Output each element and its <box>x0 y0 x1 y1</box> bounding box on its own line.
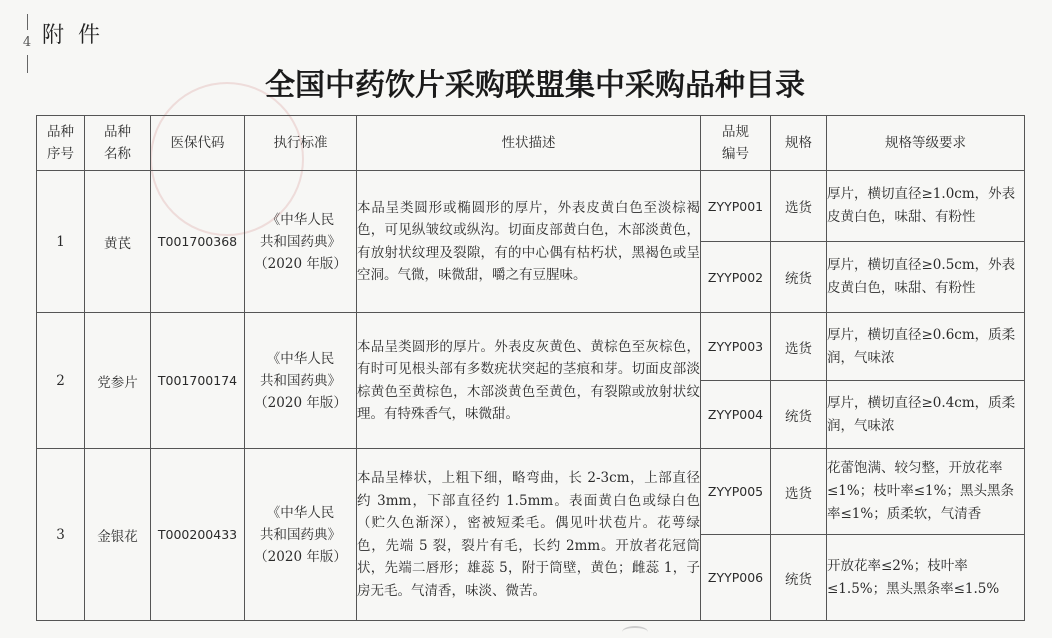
cell-spec: 统货 <box>771 381 827 449</box>
header-spec-code: 品规 编号 <box>701 116 771 171</box>
cell-spec-code: ZYYP005 <box>701 449 771 535</box>
header-seq: 品种 序号 <box>37 116 85 171</box>
cell-name: 金银花 <box>85 449 151 621</box>
cell-spec: 选货 <box>771 313 827 381</box>
cell-spec: 选货 <box>771 449 827 535</box>
cell-requirement: 厚片，横切直径≥0.4cm，质柔润，气味浓 <box>827 381 1025 449</box>
cell-code: T001700368 <box>151 171 245 313</box>
attachment-label: 附件 <box>42 23 115 48</box>
cell-seq: 1 <box>37 171 85 313</box>
cell-spec-code: ZYYP001 <box>701 171 771 242</box>
cell-spec-code: ZYYP002 <box>701 242 771 313</box>
cell-standard: 《中华人民 共和国药典》 （2020 年版） <box>245 449 357 621</box>
cell-seq: 2 <box>37 313 85 449</box>
cell-requirement: 厚片，横切直径≥0.5cm，外表皮黄白色，味甜、有粉性 <box>827 242 1025 313</box>
cell-spec-code: ZYYP004 <box>701 381 771 449</box>
cell-spec: 统货 <box>771 535 827 621</box>
table-header-row <box>37 116 1025 171</box>
cell-standard: 《中华人民 共和国药典》 （2020 年版） <box>245 313 357 449</box>
cell-requirement: 花蕾饱满、较匀整，开放花率≤1%；枝叶率≤1%；黑头黑条率≤1%；质柔软，气清香 <box>827 449 1025 535</box>
cell-spec: 统货 <box>771 242 827 313</box>
table-row <box>37 171 1025 242</box>
cell-requirement: 厚片，横切直径≥0.6cm，质柔润，气味浓 <box>827 313 1025 381</box>
table-row <box>37 313 1025 381</box>
page-number: 4 <box>22 35 32 50</box>
cell-spec: 选货 <box>771 171 827 242</box>
cell-standard: 《中华人民 共和国药典》 （2020 年版） <box>245 171 357 313</box>
header-spec: 规格 <box>771 116 827 171</box>
cell-requirement: 厚片，横切直径≥1.0cm，外表皮黄白色，味甜、有粉性 <box>827 171 1025 242</box>
header-name: 品种 名称 <box>85 116 151 171</box>
header-standard: 执行标准 <box>245 116 357 171</box>
header-description: 性状描述 <box>357 116 701 171</box>
cell-spec-code: ZYYP003 <box>701 313 771 381</box>
cell-name: 党参片 <box>85 313 151 449</box>
cell-code: T000200433 <box>151 449 245 621</box>
cell-description: 本品呈类圆形的厚片。外表皮灰黄色、黄棕色至灰棕色，有时可见根头部有多数疣状突起的茎痕和芽。切面皮部淡棕黄色至黄棕色，木部淡黄色至黄色，有裂隙或放射状纹理。有特殊香气，味微甜。 <box>357 313 701 449</box>
registration-mark <box>622 626 648 638</box>
cell-name: 黄芪 <box>85 171 151 313</box>
page-title: 全国中药饮片采购联盟集中采购品种目录 <box>265 68 805 103</box>
cell-code: T001700174 <box>151 313 245 449</box>
cell-requirement: 开放花率≤2%；枝叶率≤1.5%；黑头黑条率≤1.5% <box>827 535 1025 621</box>
cell-description: 本品呈棒状，上粗下细，略弯曲，长 2-3cm，上部直径约 3mm，下部直径约 1.5mm。表面黄白色或绿白色（贮久色渐深），密被短柔毛。偶见叶状苞片。花萼绿色，先端 5 裂，裂片有毛，长约 2mm。开放者花冠筒状，先端二唇形；雄蕊 5，附于筒壁，黄色；雌蕊 1，子房无毛。气清香，味淡、微苦。 <box>357 449 701 621</box>
cell-description: 本品呈类圆形或椭圆形的厚片，外表皮黄白色至淡棕褐色，可见纵皱纹或纵沟。切面皮部黄白色，木部淡黄色，有放射状纹理及裂隙，有的中心偶有枯朽状，黑褐色或呈空洞。气微，味微甜，嚼之有豆腥味。 <box>357 171 701 313</box>
cell-spec-code: ZYYP006 <box>701 535 771 621</box>
catalog-table <box>36 115 1025 621</box>
header-requirement: 规格等级要求 <box>827 116 1025 171</box>
table-row <box>37 449 1025 535</box>
header-code: 医保代码 <box>151 116 245 171</box>
cell-seq: 3 <box>37 449 85 621</box>
